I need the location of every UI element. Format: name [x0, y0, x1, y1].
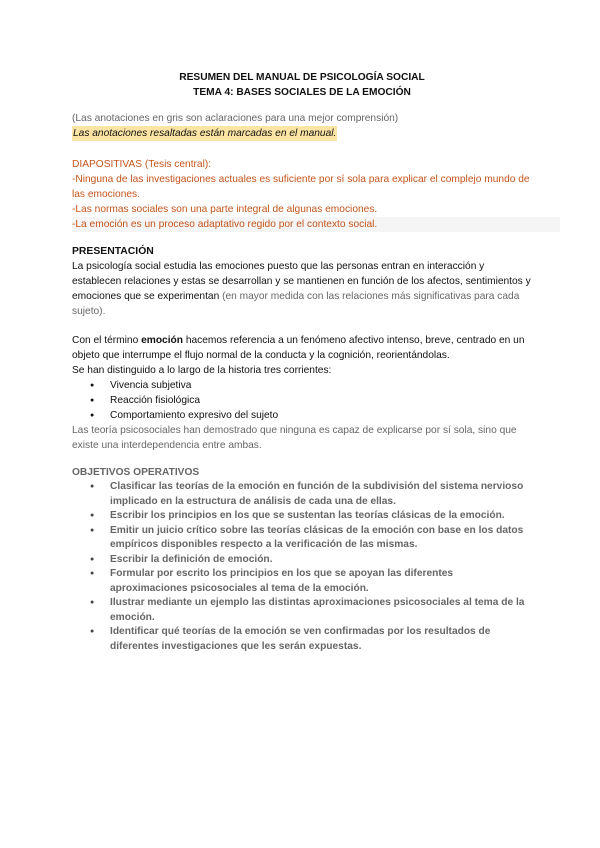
list-item: ● Comportamiento expresivo del sujeto	[72, 408, 532, 423]
slides-section	[72, 157, 532, 232]
slide-point: -Las normas sociales son una parte integral de algunas emociones.	[72, 204, 378, 215]
definition-pre: Con el término	[72, 335, 142, 346]
definition-term: emoción	[141, 335, 183, 346]
slide-point: -Ninguna de las investigaciones actuales es suficiente por sí sola para explicar el complejo mundo de las emociones.	[72, 174, 530, 200]
currents-intro: Se han distinguido a lo largo de la historia tres corrientes:	[72, 365, 332, 376]
highlight-note: Las anotaciones resaltadas están marcadas en el manual.	[73, 128, 337, 139]
objectives-list	[72, 480, 532, 654]
list-item: ● Ilustrar mediante un ejemplo las distintas aproximaciones psicosociales al tema de la emoción.	[72, 596, 532, 625]
slides-heading: DIAPOSITIVAS (Tesis central):	[72, 159, 212, 170]
list-item: ● Escribir la definición de emoción.	[72, 553, 532, 568]
definition-post: hacemos referencia a un fenómeno afectivo intenso, breve, centrado en un objeto que interrumpe el flujo normal de la conducta y la cognición, reorientándolas.	[72, 335, 525, 361]
objectives-heading: OBJETIVOS OPERATIVOS	[72, 467, 200, 478]
document-title-line2: TEMA 4: BASES SOCIALES DE LA EMOCIÓN	[193, 87, 411, 98]
presentation-heading: PRESENTACIÓN	[72, 246, 154, 257]
presentation-paragraph	[72, 259, 532, 319]
list-item: ● Clasificar las teorías de la emoción en función de la subdivisión del sistema nervioso implicado en la estructura de análisis de cada una de ellas.	[72, 480, 532, 509]
list-item: ● Identificar qué teorías de la emoción se ven confirmadas por los resultados de diferentes investigaciones que les serán expuestas.	[72, 625, 532, 654]
document-page	[72, 70, 532, 654]
emotion-definition	[72, 333, 532, 363]
list-item: ● Formular por escrito los principios en los que se apoyan las diferentes aproximaciones psicosociales al tema de la emoción.	[72, 567, 532, 596]
slide-point: -La emoción es un proceso adaptativo regido por el contexto social.	[72, 217, 560, 232]
presentation-text: La psicología social estudia las emociones puesto que las personas entran en interacción y establecen relaciones y estas se desarrollan y se mantienen en función de los afectos, sentimientos y emociones que se experimentan	[72, 261, 531, 302]
document-title-line1: RESUMEN DEL MANUAL DE PSICOLOGÍA SOCIAL	[179, 72, 425, 83]
gray-note: (Las anotaciones en gris son aclaraciones para una mejor comprensión)	[72, 113, 399, 124]
presentation-gray-text: (en mayor medida con las relaciones más significativas para cada sujeto).	[72, 291, 520, 317]
list-item: ● Reacción fisiológica	[72, 393, 532, 408]
interdependence-note: Las teoría psicosociales han demostrado que ninguna es capaz de explicarse por sí sola, sino que existe una interdependencia entre ambas.	[72, 425, 517, 451]
list-item: ● Vivencia subjetiva	[72, 378, 532, 393]
list-item: ● Escribir los principios en los que se sustentan las teorías clásicas de la emoción.	[72, 509, 532, 524]
currents-list	[72, 378, 532, 423]
list-item: ● Emitir un juicio crítico sobre las teorías clásicas de la emoción con base en los datos empíricos disponibles respecto a la verificación de las mismas.	[72, 524, 532, 553]
